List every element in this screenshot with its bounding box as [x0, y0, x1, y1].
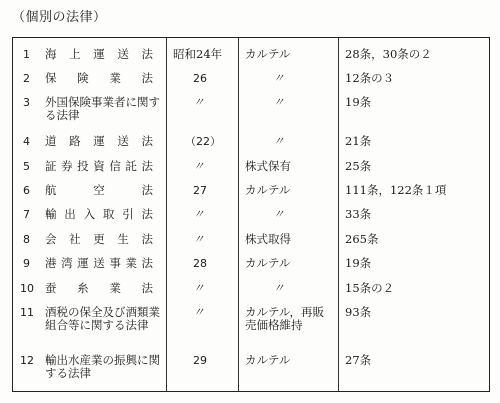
article-ref: 93条 — [345, 305, 372, 319]
row-number: 2 — [23, 72, 30, 85]
column-divider — [338, 38, 339, 391]
law-name: 蚕 糸 業 法 — [45, 281, 153, 295]
article-ref: 27条 — [345, 353, 372, 367]
law-table — [12, 37, 490, 392]
row-number: 4 — [23, 135, 30, 148]
article-ref: 33条 — [345, 207, 372, 221]
ditto-mark: 〃 — [273, 95, 285, 109]
row-number: 3 — [23, 96, 30, 109]
column-divider — [238, 38, 239, 391]
row-number: 8 — [23, 233, 30, 246]
law-name: 海 上 運 送 法 — [45, 47, 153, 61]
law-name: 会 社 更 生 法 — [45, 232, 153, 246]
article-ref: 111条，122条１項 — [345, 183, 447, 197]
article-ref: 19条 — [345, 256, 372, 270]
exemption-type: 株式取得 — [245, 232, 291, 246]
law-name: 外国保険事業者に関する法律 — [45, 95, 160, 122]
enactment-year: 28 — [193, 257, 207, 270]
article-ref: 21条 — [345, 134, 372, 148]
law-name: 保 険 業 法 — [45, 71, 153, 85]
law-name: 港 湾 運 送 事 業 法 — [45, 256, 153, 270]
ditto-mark: 〃 — [193, 95, 205, 109]
enactment-year: 27 — [193, 184, 207, 197]
exemption-type: カルテル — [245, 183, 291, 197]
article-ref: 12条の３ — [345, 71, 395, 85]
row-number: 7 — [23, 208, 30, 221]
row-number: 12 — [20, 354, 34, 367]
enactment-year: （22） — [185, 135, 221, 148]
law-name: 輸 出 入 取 引 法 — [45, 207, 153, 221]
enactment-year: 昭和24年 — [173, 47, 223, 61]
article-ref: 265条 — [345, 232, 379, 246]
exemption-type: カルテル — [245, 47, 291, 61]
article-ref: 28条，30条の２ — [345, 47, 432, 61]
ditto-mark: 〃 — [193, 207, 205, 221]
column-divider — [166, 38, 167, 391]
article-ref: 19条 — [345, 95, 372, 109]
row-number: 5 — [23, 160, 30, 173]
exemption-type: 株式保有 — [245, 159, 291, 173]
law-name: 酒税の保全及び酒類業組合等に関する法律 — [45, 305, 160, 332]
ditto-mark: 〃 — [273, 207, 285, 221]
ditto-mark: 〃 — [193, 281, 205, 295]
law-name: 証 券 投 資 信 託 法 — [45, 159, 153, 173]
row-number: 11 — [20, 306, 34, 319]
section-heading: （個別の法律） — [12, 10, 107, 25]
row-number: 9 — [23, 257, 30, 270]
exemption-type: カルテル — [245, 353, 291, 367]
law-name: 航 空 法 — [45, 183, 153, 197]
ditto-mark: 〃 — [273, 134, 285, 148]
law-name: 道 路 運 送 法 — [45, 134, 153, 148]
enactment-year: 26 — [193, 72, 207, 85]
law-name: 輸出水産業の振興に関する法律 — [45, 353, 160, 380]
ditto-mark: 〃 — [193, 232, 205, 246]
article-ref: 15条の２ — [345, 281, 395, 295]
row-number: 10 — [20, 282, 34, 295]
exemption-type: カルテル — [245, 256, 291, 270]
row-number: 6 — [23, 184, 30, 197]
enactment-year: 29 — [193, 354, 207, 367]
ditto-mark: 〃 — [273, 281, 285, 295]
exemption-type: カルテル，再販売価格維持 — [245, 305, 325, 332]
ditto-mark: 〃 — [193, 305, 205, 319]
ditto-mark: 〃 — [273, 71, 285, 85]
ditto-mark: 〃 — [193, 159, 205, 173]
article-ref: 25条 — [345, 159, 372, 173]
row-number: 1 — [23, 48, 30, 61]
